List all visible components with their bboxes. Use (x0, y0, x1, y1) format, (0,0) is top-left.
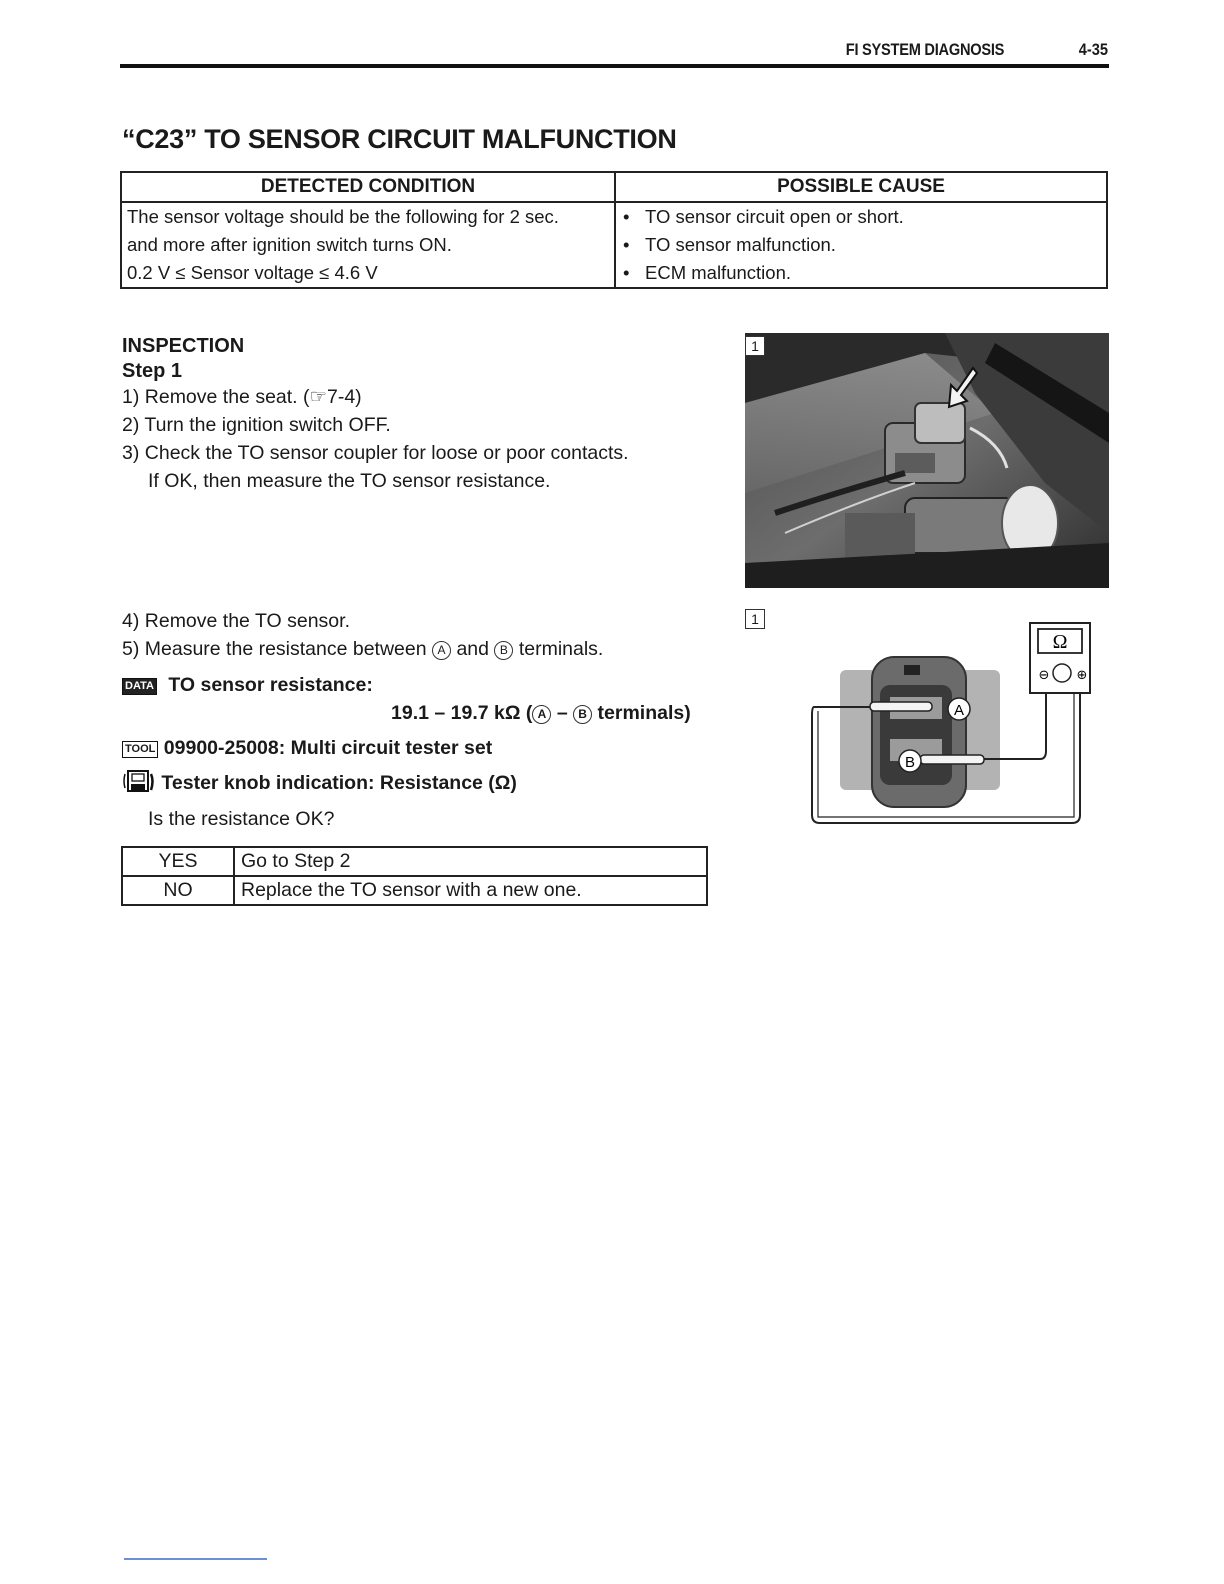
step-label: Step 1 (122, 360, 183, 382)
tool-icon: TOOL (122, 741, 158, 758)
terminal-b-symbol: B (494, 641, 513, 660)
condition-table (120, 171, 1108, 289)
step-4: 4) Remove the TO sensor. (122, 610, 350, 632)
tester-knob-icon (122, 769, 156, 795)
diagram-terminal-a: A (953, 702, 965, 719)
no-value: Replace the TO sensor with a new one. (234, 876, 707, 905)
table-row (122, 876, 707, 905)
tool-row: TOOL 09900-25008: Multi circuit tester set (122, 734, 492, 762)
cause-item: • TO sensor malfunction. (616, 231, 1106, 259)
meter-plus-symbol: ⊕ (1076, 668, 1088, 683)
detected-line: and more after ignition switch turns ON. (127, 234, 452, 255)
page-title: “C23” TO SENSOR CIRCUIT MALFUNCTION (122, 124, 677, 154)
detected-condition-cell (121, 202, 615, 288)
detected-line: 0.2 V ≤ Sensor voltage ≤ 4.6 V (127, 262, 378, 283)
step-5: 5) Measure the resistance between A and B terminals. (122, 638, 604, 660)
bullet: • (623, 206, 630, 227)
step-1: 1) Remove the seat. (☞7-4) (122, 386, 362, 408)
footer-rule (124, 1558, 267, 1560)
tester-knob-row: Tester knob indication: Resistance (Ω) (122, 769, 517, 797)
spec-value: 19.1 – 19.7 kΩ ( A – B terminals) (391, 702, 691, 724)
detected-line: The sensor voltage should be the following for 2 sec. (127, 206, 559, 227)
sensor-photo (745, 333, 1109, 588)
resistance-question: Is the resistance OK? (148, 808, 335, 830)
table-row (122, 847, 707, 876)
page-number: 4-35 (1078, 40, 1108, 59)
yes-key: YES (122, 847, 234, 876)
terminal-a-symbol: A (432, 641, 451, 660)
cause-item: • ECM malfunction. (616, 259, 1106, 287)
possible-cause-header: POSSIBLE CAUSE (615, 172, 1107, 202)
spec-label-row: DATA TO sensor resistance: (122, 671, 373, 699)
yes-no-table (121, 846, 708, 906)
photo-figure-label: 1 (745, 336, 765, 356)
meter-minus-symbol: ⊖ (1038, 668, 1050, 683)
step-3-continuation: If OK, then measure the TO sensor resistance. (148, 470, 551, 492)
resistance-measurement-diagram (800, 615, 1100, 840)
cause-item: • TO sensor circuit open or short. (616, 203, 1106, 231)
step-2: 2) Turn the ignition switch OFF. (122, 414, 391, 436)
meter-ohm-symbol: Ω (1052, 631, 1068, 653)
detected-condition-header: DETECTED CONDITION (121, 172, 615, 202)
header-section-title: FI SYSTEM DIAGNOSIS (845, 40, 1004, 59)
yes-value: Go to Step 2 (234, 847, 707, 876)
bullet: • (623, 234, 630, 255)
inspection-heading: INSPECTION (122, 335, 245, 357)
no-key: NO (122, 876, 234, 905)
diagram-terminal-b: B (904, 754, 916, 771)
data-icon: DATA (122, 678, 157, 695)
diagram-figure-label: 1 (745, 609, 765, 629)
reference-icon: ☞ (309, 386, 327, 408)
header-rule (120, 64, 1109, 68)
step-3: 3) Check the TO sensor coupler for loose or poor contacts. (122, 442, 629, 464)
possible-cause-cell (615, 202, 1107, 288)
bullet: • (623, 262, 630, 283)
